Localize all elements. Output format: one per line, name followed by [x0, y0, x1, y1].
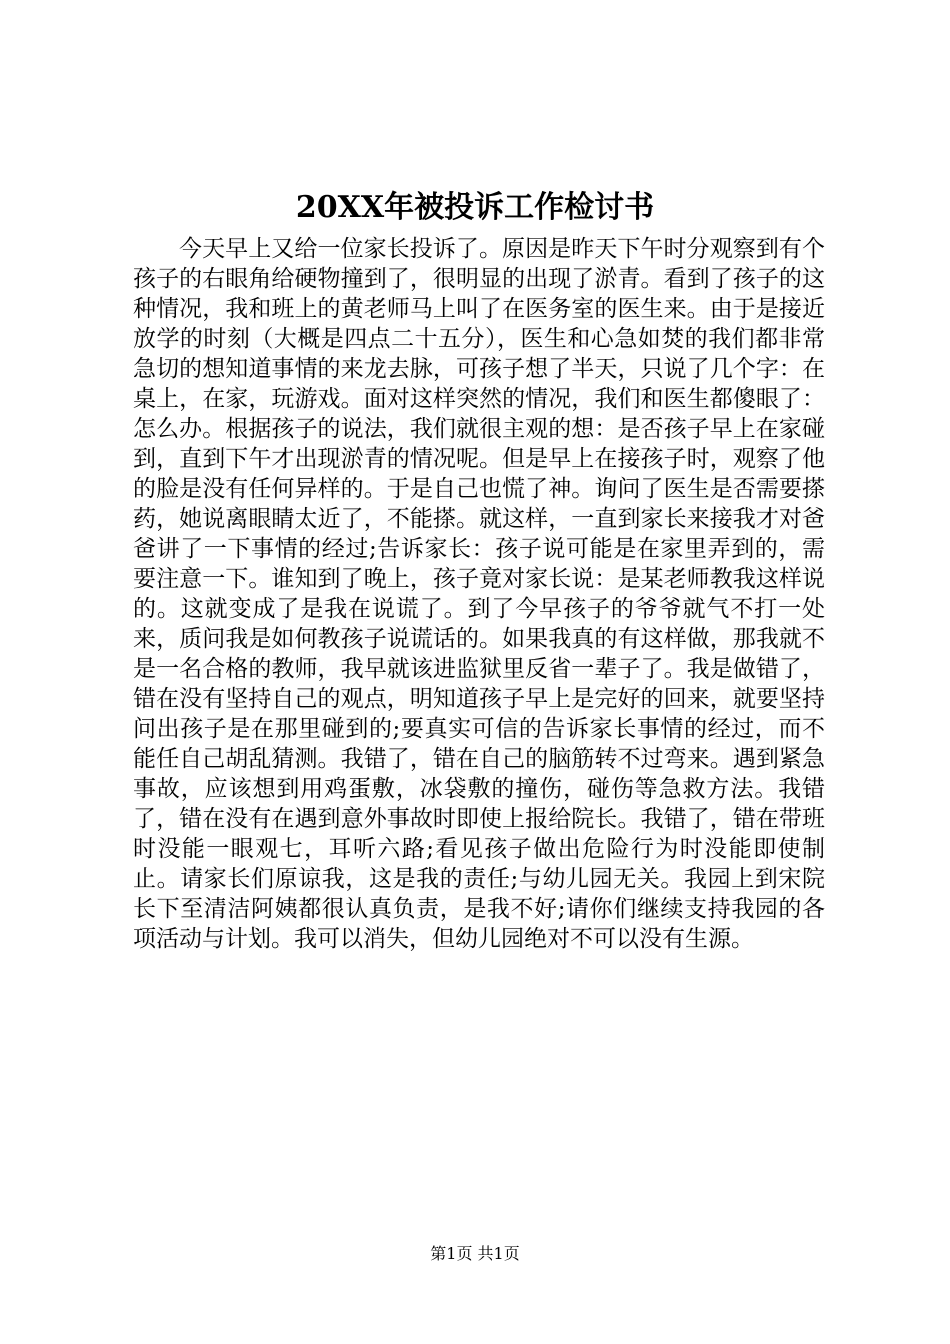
page-footer: 第1页 共1页 — [430, 1244, 520, 1263]
document-body-paragraph: 今天早上又给一位家长投诉了。原因是昨天下午时分观察到有个孩子的右眼角给硬物撞到了，很明显的出现了淤青。看到了孩子的这种情况，我和班上的黄老师马上叫了在医务室的医生来。由于是接近放学的时刻（大概是四点二十五分），医生和心急如焚的我们都非常急切的想知道事情的来龙去脉，可孩子想了半天，只说了几个字：在桌上，在家，玩游戏。面对这样突然的情况，我们和医生都傻眼了：怎么办。根据孩子的说法，我们就很主观的想：是否孩子早上在家碰到，直到下午才出现淤青的情况呢。但是早上在接孩子时，观察了他的脸是没有任何异样的。于是自己也慌了神。询问了医生是否需要搽药，她说离眼睛太近了，不能搽。就这样，一直到家长来接我才对爸爸讲了一下事情的经过;告诉家长：孩子说可能是在家里弄到的，需要注意一下。谁知到了晚上，孩子竟对家长说：是某老师教我这样说的。这就变成了是我在说谎了。到了今早孩子的爷爷就气不打一处来，质问我是如何教孩子说谎话的。如果我真的有这样做，那我就不是一名合格的教师，我早就该进监狱里反省一辈子了。我是做错了，错在没有坚持自己的观点，明知道孩子早上是完好的回来，就要坚持问出孩子是在那里碰到的;要真实可信的告诉家长事情的经过，而不能任自己胡乱猜测。我错了，错在自己的脑筋转不过弯来。遇到紧急事故，应该想到用鸡蛋敷，冰袋敷的撞伤，碰伤等急救方法。我错了，错在没有在遇到意外事故时即使上报给院长。我错了，错在带班时没能一眼观七，耳听六路;看见孩子做出危险行为时没能即使制止。请家长们原谅我，这是我的责任;与幼儿园无关。我园上到宋院长下至清洁阿姨都很认真负责，是我不好;请你们继续支持我园的各项活动与计划。我可以消失，但幼儿园绝对不可以没有生源。 — [133, 236, 825, 952]
document-title: 20XX年被投诉工作检讨书 — [295, 190, 655, 225]
